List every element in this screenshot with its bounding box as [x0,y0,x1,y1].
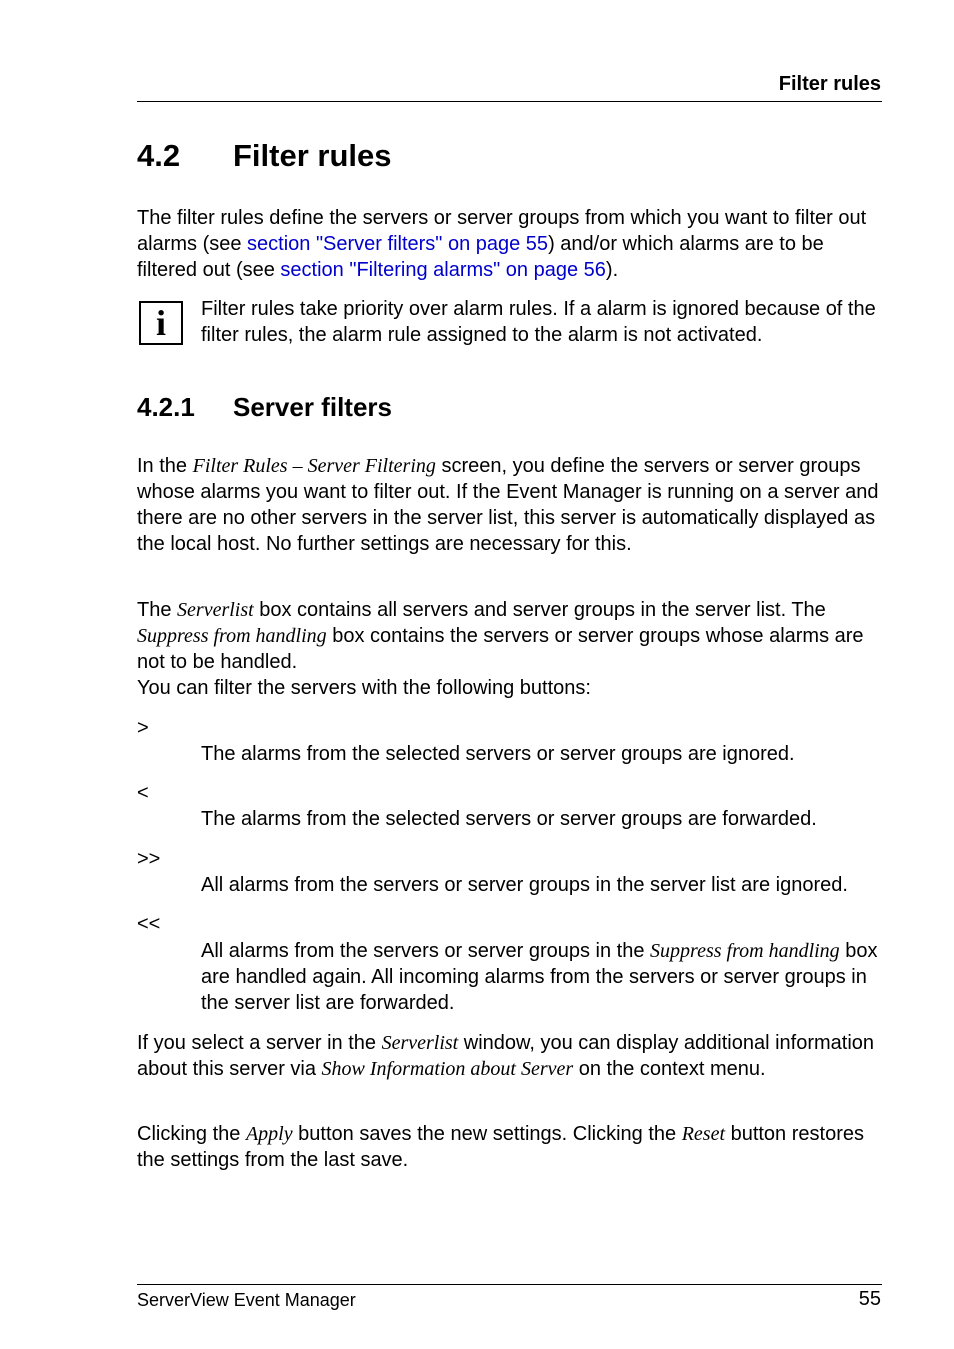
paragraph-boxes [137,597,882,701]
text: button restores the settings from the last save. [137,1123,864,1171]
footer-divider [137,1284,882,1285]
info-icon: i [139,301,183,345]
ui-term: Reset [681,1123,726,1145]
intro-text: ). [605,259,619,281]
ui-term: Apply [245,1123,293,1145]
button-symbol: >> [137,848,161,870]
ui-term: Serverlist [177,599,254,621]
ui-term: Suppress from handling [650,940,840,962]
text: In the [137,455,193,477]
intro-paragraph [137,205,882,283]
button-symbol: < [137,782,149,804]
running-header: Filter rules [778,73,881,95]
text: box contains all servers and server groups in the server list. The [253,599,826,621]
intro-text: ) and/or which alarms are to be filtered out (see [137,233,824,281]
paragraph-context-menu [137,1030,882,1082]
paragraph-screen-description [137,453,882,557]
button-description: The alarms from the selected servers or server groups are forwarded. [201,808,817,830]
text: box contains the servers or server groups whose alarms are not to be handled. [137,625,864,673]
text: If you select a server in the [137,1032,382,1054]
page-number: 55 [858,1288,881,1310]
paragraph-apply-reset [137,1121,882,1173]
subsection-heading [137,392,392,423]
subsection-title: Server filters [233,392,392,422]
text: button saves the new settings. Clicking the [292,1123,682,1145]
intro-text: The filter rules define the servers or server groups from which you want to filter out alarms (see [137,207,867,255]
ui-term: Show Information about Server [321,1058,574,1080]
info-note: Filter rules take priority over alarm rules. If a alarm is ignored because of the filter rules, the alarm rule assigned to the alarm is not activated. [201,298,876,346]
link-filtering-alarms[interactable]: section "Filtering alarms" on page 56 [280,259,606,281]
header-divider [137,101,882,102]
section-heading [137,138,392,174]
subsection-number: 4.2.1 [137,392,195,422]
section-title: Filter rules [233,138,392,173]
text: screen, you define the servers or server groups whose alarms you want to filter out. If the Event Manager is running on a server and there are no other servers in the server list, this server is automatically displayed as the local host. No further settings are necessary for this. [137,455,879,555]
text: window, you can display additional information about this server via [137,1032,875,1080]
ui-term: Suppress from handling [137,625,327,647]
link-server-filters[interactable]: section "Server filters" on page 55 [247,233,549,255]
button-description [201,938,891,1016]
text: on the context menu. [573,1058,766,1080]
text: The [137,599,178,621]
text: box are handled again. All incoming alarms from the servers or server groups in the server list are forwarded. [201,940,878,1014]
text: All alarms from the servers or server groups in the [201,940,651,962]
text: Clicking the [137,1123,246,1145]
button-symbol: > [137,717,149,739]
text: You can filter the servers with the following buttons: [137,677,591,699]
button-description: The alarms from the selected servers or server groups are ignored. [201,743,795,765]
button-description: All alarms from the servers or server groups in the server list are ignored. [201,874,848,896]
footer-product: ServerView Event Manager [137,1290,356,1310]
section-number: 4.2 [137,138,181,173]
button-symbol: << [137,913,161,935]
ui-term: Filter Rules – Server Filtering [192,455,436,477]
ui-term: Serverlist [381,1032,459,1054]
